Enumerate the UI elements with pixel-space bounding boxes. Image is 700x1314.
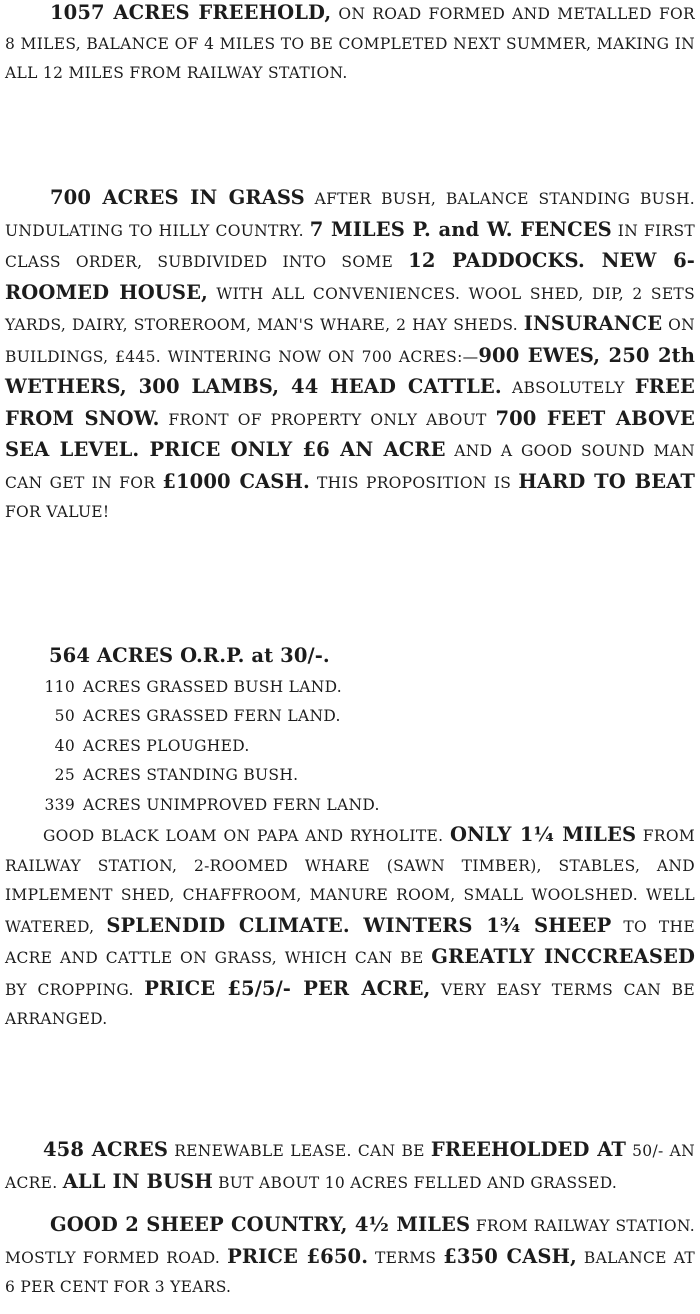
bold-text-run: £350 CASH, [443, 1244, 577, 1268]
acre-count: 339 [44, 795, 75, 814]
text-run: ON ROAD FORMED AND METALLED FOR 8 MILES, BALANCE OF 4 MILES TO BE COMPLETED NEXT SUMMER, MAKING IN ALL 12 MILES FROM RAILWAY STATION. [5, 5, 695, 82]
listing-700-acres [5, 183, 695, 528]
listing-564-heading: 564 ACRES O.R.P. at 30/-. [49, 644, 330, 667]
bold-text-run: 458 ACRES [43, 1138, 169, 1161]
acre-description: ACRES PLOUGHED. [83, 736, 250, 755]
text-run: AFTER BUSH, BALANCE STANDING BUSH. UNDULATING TO HILLY COUNTRY. [5, 190, 695, 240]
text-run: ON BUILDINGS, £445. WINTERING NOW ON 700 ACRES:— [5, 316, 695, 366]
bold-text-run: HARD TO BEAT [518, 469, 695, 493]
bold-text-run: 700 ACRES IN GRASS [50, 186, 305, 209]
listing-458-paragraph [5, 1135, 695, 1198]
bold-text-run: PRICE £5/5/- PER ACRE, [144, 976, 431, 1000]
listing-1057-acres [5, 0, 695, 89]
bold-text-run: GREATLY INCCREASED [431, 945, 695, 968]
acre-description: ACRES UNIMPROVED FERN LAND. [83, 795, 380, 814]
bold-text-run: 700 FEET ABOVE SEA LEVEL. PRICE ONLY £6 AN ACRE [5, 406, 695, 461]
text-run: IN FIRST CLASS ORDER, SUBDIVIDED INTO SOME [5, 221, 695, 271]
acre-count: 110 [44, 677, 75, 696]
list-item [5, 791, 695, 821]
text-run: 50/- AN ACRE. [5, 1142, 695, 1192]
text-run: FOR VALUE! [5, 503, 110, 521]
text-run: BUT ABOUT 10 ACRES FELLED AND GRASSED. [212, 1173, 618, 1192]
text-run: RENEWABLE LEASE. CAN BE [168, 1142, 431, 1160]
bold-text-run: GOOD 2 SHEEP COUNTRY, 4½ MILES [50, 1213, 471, 1236]
bold-text-run: £1000 CASH. [162, 469, 310, 493]
bold-text-run: ALL IN BUSH [62, 1169, 213, 1193]
bold-text-run: INSURANCE [523, 312, 663, 335]
bold-text-run: 1057 ACRES FREEHOLD, [50, 1, 332, 24]
list-item [5, 702, 695, 732]
text-run: BY CROPPING. [5, 980, 145, 999]
listing-700-paragraph [5, 183, 695, 528]
bold-text-run: SPLENDID CLIMATE. WINTERS 1¾ SHEEP [106, 913, 612, 937]
listing-1057-paragraph [5, 0, 695, 89]
bold-text-run: ONLY 1¼ MILES [449, 823, 637, 846]
acre-description: ACRES GRASSED FERN LAND. [83, 707, 341, 725]
list-item [5, 673, 695, 703]
bold-text-run: 7 MILES P. and W. FENCES [309, 217, 612, 241]
acre-description: ACRES GRASSED BUSH LAND. [83, 677, 343, 696]
text-run: VERY EASY TERMS CAN BE ARRANGED. [5, 980, 695, 1028]
text-run: FRONT OF PROPERTY ONLY ABOUT [159, 410, 496, 429]
acre-count: 25 [54, 766, 75, 784]
list-item [5, 732, 695, 762]
bold-text-run: 900 EWES, 250 2th WETHERS, 300 LAMBS, 44 HEAD CATTLE. [5, 343, 695, 398]
text-run: FROM RAILWAY STATION. MOSTLY FORMED ROAD. [5, 1217, 695, 1267]
listing-564-acres [5, 641, 695, 1035]
text-run: FROM RAILWAY STATION, 2-ROOMED WHARE (SAWN TIMBER), STABLES, AND IMPLEMENT SHED, CHAFFROOM, MANURE ROOM, SMALL WOOLSHED. WELL WATERED, [5, 827, 695, 936]
bold-text-run: 12 PADDOCKS. NEW 6-ROOMED HOUSE, [5, 249, 695, 304]
text-run: GOOD BLACK LOAM ON PAPA AND RYHOLITE. [43, 827, 450, 845]
bold-text-run: FREEHOLDED AT [430, 1138, 627, 1161]
text-run: AND A GOOD SOUND MAN CAN GET IN FOR [5, 442, 695, 492]
text-run: TO THE ACRE AND CATTLE ON GRASS, WHICH CAN BE [5, 917, 695, 967]
text-run: TERMS [368, 1248, 444, 1267]
text-run: BALANCE AT 6 PER CENT FOR 3 YEARS. [5, 1248, 695, 1296]
acre-description: ACRES STANDING BUSH. [83, 766, 299, 784]
listing-564-paragraph [5, 820, 695, 1035]
text-run: ABSOLUTELY [501, 379, 635, 397]
bold-text-run: PRICE £650. [227, 1244, 369, 1268]
list-item [5, 761, 695, 791]
text-run: WITH ALL CONVENIENCES. WOOL SHED, DIP, 2 SETS YARDS, DAIRY, STOREROOM, MAN'S WHARE, 2 HAY SHEDS. [5, 284, 695, 334]
text-run: THIS PROPOSITION IS [309, 473, 519, 492]
acre-count: 50 [54, 707, 75, 725]
acre-count: 40 [54, 736, 75, 755]
bold-text-run: FREE FROM SNOW. [5, 375, 695, 430]
listing-458-acres [5, 1135, 695, 1303]
acreage-breakdown-list [5, 673, 695, 821]
listing-458-terms-paragraph [5, 1210, 695, 1303]
